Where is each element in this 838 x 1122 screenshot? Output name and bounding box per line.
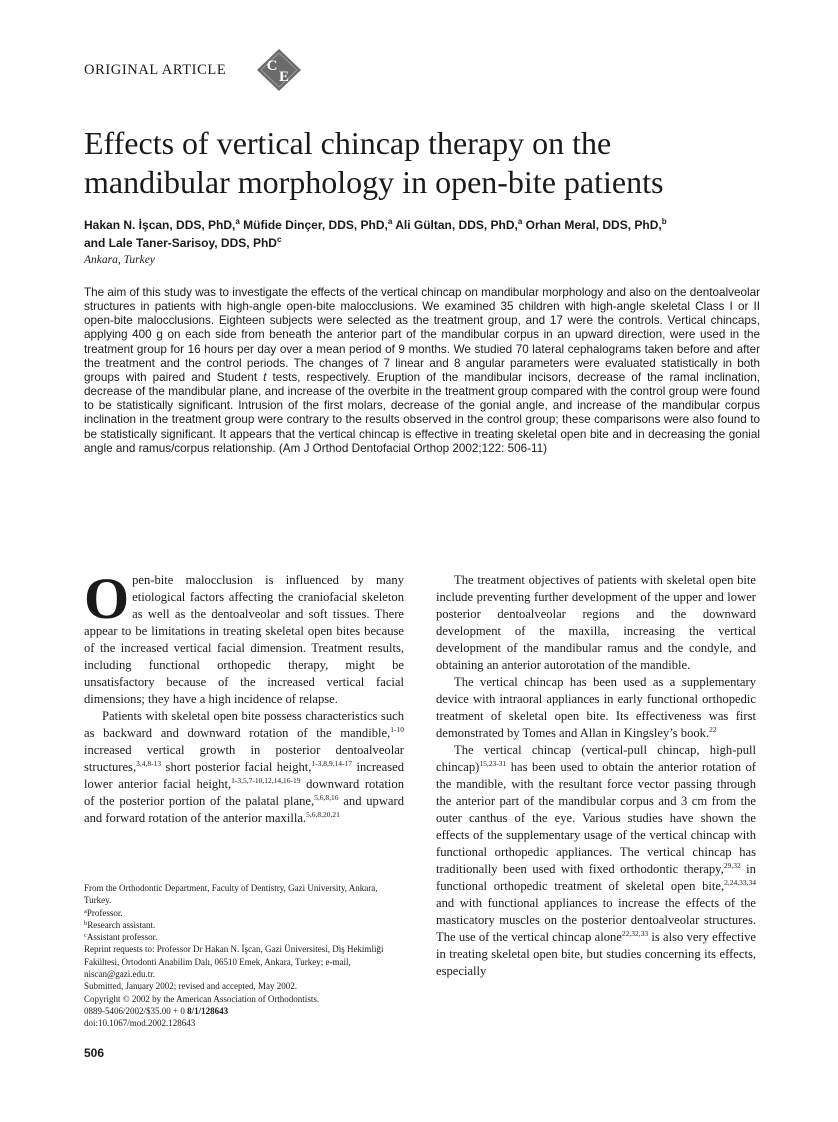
abstract: The aim of this study was to investigate the effects of the vertical chincap on mandibular morphology and also on the dentoalveolar structures in patients with high-angle open-bite malocclusions. We examined 35 children with high-angle skeletal Class I or II open-bite malocclusions. Eighteen subjects were selected as the treatment group, and 17 were the controls. Vertical chincaps, applying 400 g on each side from beneath the anterior part of the mandibular corpus in an upward direction, were used in the treatment group for 16 hours per day over a mean period of 9 months. We studied 70 lateral cephalograms taken before and after the treatment and the control periods. The changes of 7 linear and 8 angular parameters were evaluated statistically in both groups with paired and Student t tests, respectively. Eruption of the mandibular incisors, decrease of the ramal inclination, decrease of the mandibular plane, and increase of the overbite in the treatment group compared with the control group were found to be statistically significant. Intrusion of the first molars, decrease of the gonial angle, and increase of the mandibular corpus inclination in the treatment group were contrary to the results observed in the control group; these comparisons were also found to be statistically significant. It appears that the vertical chincap is effective in treating skeletal open bite and in decreasing the gonial angle and ramus/corpus relationship. (Am J Orthod Dentofacial Orthop 2002;122: 506-11) xyxy=(84,286,760,455)
paragraph-supplementary: The vertical chincap has been used as a supplementary device with intraoral appliances in early functional orthopedic treatment of skeletal open bite. Its effectiveness was first demonstrated by Tomes and Allan in Kingsley’s book.$^{22}$ xyxy=(436,675,756,740)
ce-logo-icon xyxy=(255,48,303,92)
logo-letter-e: E xyxy=(278,69,290,85)
paragraph-objectives: The treatment objectives of patients with skeletal open bite include preventing further development of the upper and lower posterior dentoalveolar regions and the downward development of the maxilla, increasing the vertical development of the mandibular ramus and the condyle, and obtaining an anterior autorotation of the mandible. xyxy=(436,573,756,672)
footnote-doi: doi:10.1067/mod.2002.128643 xyxy=(84,1018,196,1029)
author-1: Hakan N. İşcan, DDS, PhD,$^a$ xyxy=(84,217,240,232)
article-title: Effects of vertical chincap therapy on the mandibular morphology in open-bite patients xyxy=(84,125,664,200)
footnotes xyxy=(84,882,404,1030)
footnote-reprint: Reprint requests to: Professor Dr Hakan N. İşcan, Gazi Üniversitesi, Diş Hekimliği Fakültesi, Ortodonti Anabilim Dalı, 06510 Emek, Ankara, Turkey; e-mail, niscan@gazi.edu.tr. xyxy=(84,944,384,980)
page-number: 506 xyxy=(84,1046,105,1060)
author-list xyxy=(84,216,764,252)
author-4: Orhan Meral, DDS, PhD,$^b$ xyxy=(522,217,667,232)
body-column-left xyxy=(84,566,405,827)
footnote-issn: 0889-5406/2002/$35.00 + 0 8/1/128643 xyxy=(84,1005,229,1016)
footnote-submitted: Submitted, January 2002; revised and accepted, May 2002. xyxy=(84,981,297,992)
author-3: Ali Gültan, DDS, PhD,$^a$ xyxy=(392,217,523,232)
drop-cap: O xyxy=(84,566,130,631)
section-label: ORIGINAL ARTICLE xyxy=(84,62,227,78)
author-location: Ankara, Turkey xyxy=(84,254,155,266)
author-line-1 xyxy=(84,216,764,234)
footnote-affiliation: From the Orthodontic Department, Faculty of Dentistry, Gazi University, Ankara, Turkey. xyxy=(84,883,378,906)
paragraph-characteristics: Patients with skeletal open bite possess characteristics such as backward and downward rotation of the mandible,$^{1-10}$ increased vertical growth in posterior dentoalveolar structures,$^{3,4,8-13}$ short posterior facial height,$^{1-3,8,9,14-17}$ increased lower anterior facial height,$^{1-3,5,7-10,12,14,16-19}$ downward rotation of the posterior portion of the palatal plane,$^{5,6,8,16}$ and upward and forward rotation of the anterior maxilla.$^{5,6,8,20,21}$ xyxy=(84,709,405,825)
footnote-c: $^c$Assistant professor. xyxy=(84,932,158,943)
logo-letter-c: C xyxy=(266,58,278,74)
paragraph-intro: Open-bite malocclusion is influenced by many etiological factors affecting the craniofacial skeleton as well as the dentoalveolar and soft tissues. There appear to be limitations in treating skeletal open bites because of the increased vertical facial dimension. Treatment results, including functional orthopedic therapy, might be unsatisfactory because of the increased vertical facial dimensions; they have a high incidence of relapse. xyxy=(84,566,404,706)
footnote-a: $^a$Professor. xyxy=(84,907,123,918)
author-2: Müfide Dinçer, DDS, PhD,$^a$ xyxy=(239,217,393,232)
footnote-copyright: Copyright © 2002 by the American Association of Orthodontists. xyxy=(84,993,320,1004)
paragraph-vertical-chincap: The vertical chincap (vertical-pull chincap, high-pull chincap)$^{15,23-31}$ has been used to obtain the anterior rotation of the mandible, with the resultant force vector passing through the anterior part of the mandibular corpus and 3 cm from the outer canthus of the eye. Various studies have shown the effects of the supplementary usage of the vertical chincap with functional orthopedic appliances. The vertical chincap has traditionally been used with fixed orthodontic therapy,$^{29,32}$ in functional orthopedic treatment of skeletal open bite,$^{2,24,33,34}$ and with functional appliances to increase the effects of the masticatory muscles on the posterior dentoalveolar structures. The use of the vertical chincap alone$^{22,32,33}$ is also very effective in treating skeletal open bite, but studies concerning its effects, especially xyxy=(436,743,756,978)
footnote-b: $^b$Research assistant. xyxy=(84,919,156,930)
body-column-right xyxy=(436,572,756,980)
author-line-2: and Lale Taner-Sarisoy, DDS, PhD$^c$ xyxy=(84,235,282,250)
